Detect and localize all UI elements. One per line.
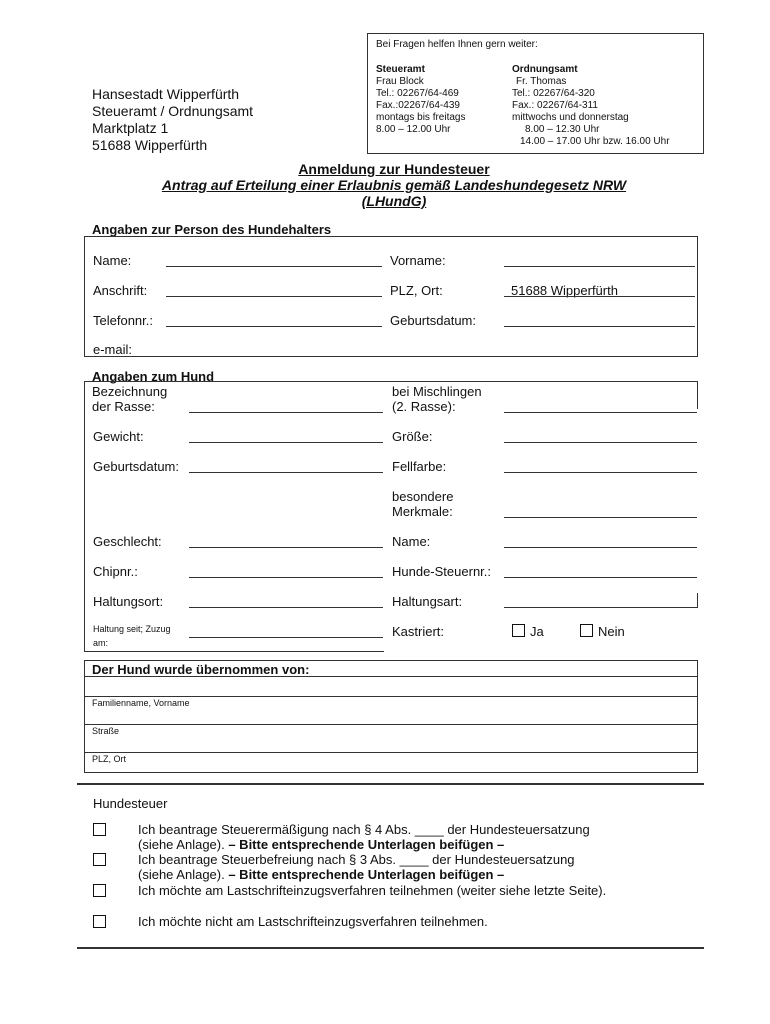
steuer-top-rule <box>77 783 704 785</box>
rasse-label <box>92 384 167 414</box>
uebernommen-row-divider-4 <box>84 752 698 753</box>
hund-section-top <box>84 381 698 382</box>
befreiung-line-1: Ich beantrage Steuerbefreiung nach § 3 Abs. ____ der Hundesteuersatzung <box>138 852 575 867</box>
hund-geburtsdatum-field[interactable] <box>189 472 383 473</box>
hund-section-bottom <box>84 651 384 652</box>
rasse-field[interactable] <box>189 412 383 413</box>
plz-ort-field[interactable] <box>504 296 695 297</box>
befreiung-anlage: (siehe Anlage). <box>138 867 229 882</box>
anschrift-field[interactable] <box>166 296 382 297</box>
mischling-label-2: (2. Rasse): <box>392 399 456 414</box>
vorname-field[interactable] <box>504 266 695 267</box>
steueramt-fax: Fax.:02267/64-439 <box>376 100 460 111</box>
befreiung-line-2 <box>138 867 575 882</box>
ordnungsamt-contact <box>512 76 670 148</box>
mischling-label-1: bei Mischlingen <box>392 384 482 399</box>
mischling-label <box>392 384 482 414</box>
hund-name-field[interactable] <box>504 547 697 548</box>
plz-ort-label: PLZ, Ort: <box>390 283 443 298</box>
hund-section-right-lower <box>697 593 698 608</box>
kastriert-label: Kastriert: <box>392 624 445 639</box>
uebernommen-row-divider-1 <box>84 676 698 677</box>
hund-section-right <box>697 381 698 409</box>
ermaessigung-line-1: Ich beantrage Steuerermäßigung nach § 4 Abs. ____ der Hundesteuersatzung <box>138 822 590 837</box>
address-line-1: Hansestadt Wipperfürth <box>92 86 240 102</box>
steueramt-person: Frau Block <box>376 76 424 87</box>
lastschrift-nein-text: Ich möchte nicht am Lastschrifteinzugsverfahren teilnehmen. <box>138 914 488 929</box>
geschlecht-field[interactable] <box>189 547 383 548</box>
befreiung-checkbox[interactable] <box>93 853 106 866</box>
haltungsart-label: Haltungsart: <box>392 594 463 609</box>
email-label: e-mail: <box>93 342 133 357</box>
person-heading: Angaben zur Person des Hundehalters <box>92 222 332 237</box>
merkmale-label-2: Merkmale: <box>392 504 453 519</box>
lastschrift-ja-checkbox[interactable] <box>93 884 106 897</box>
steueramt-days: montags bis freitags <box>376 112 466 123</box>
merkmale-label <box>392 489 453 519</box>
uebernommen-plz-ort-label[interactable]: PLZ, Ort <box>92 754 127 764</box>
ordnungsamt-hours-1: 8.00 – 12.30 Uhr <box>525 124 600 135</box>
hund-name-label: Name: <box>392 534 431 549</box>
uebernommen-row-divider-2 <box>84 696 698 697</box>
steueramt-title: Steueramt <box>376 64 425 75</box>
fellfarbe-label: Fellfarbe: <box>392 459 447 474</box>
hund-geburtsdatum-label: Geburtsdatum: <box>93 459 179 474</box>
chipnr-field[interactable] <box>189 577 383 578</box>
chipnr-label: Chipnr.: <box>93 564 138 579</box>
haltung-seit-label <box>93 624 171 649</box>
haltungsort-field[interactable] <box>189 607 383 608</box>
form-subtitle-abbrev: (LHundG) <box>361 193 427 209</box>
rasse-label-1: Bezeichnung <box>92 384 168 399</box>
befreiung-text <box>138 852 575 882</box>
groesse-field[interactable] <box>504 442 697 443</box>
plz-ort-value: 51688 Wipperfürth <box>511 283 618 298</box>
hund-heading: Angaben zum Hund <box>92 369 215 384</box>
steuernr-field[interactable] <box>504 577 697 578</box>
steuernr-label: Hunde-Steuernr.: <box>392 564 492 579</box>
address-line-2: Steueramt / Ordnungsamt <box>92 103 254 119</box>
lastschrift-ja-text: Ich möchte am Lastschrifteinzugsverfahren teilnehmen (weiter siehe letzte Seite). <box>138 883 607 898</box>
ermaessigung-text <box>138 822 590 852</box>
strasse-label[interactable]: Straße <box>92 726 120 736</box>
haltungsort-label: Haltungsort: <box>93 594 164 609</box>
ordnungsamt-fax: Fax.: 02267/64-311 <box>512 100 598 111</box>
name-label: Name: <box>93 253 132 268</box>
steueramt-tel: Tel.: 02267/64-469 <box>376 88 459 99</box>
ermaessigung-line-2 <box>138 837 590 852</box>
ordnungsamt-title: Ordnungsamt <box>512 64 578 75</box>
kastriert-ja-label: Ja <box>530 624 544 639</box>
steuer-bottom-rule <box>77 947 704 949</box>
steuer-heading: Hundesteuer <box>93 796 168 811</box>
gewicht-field[interactable] <box>189 442 383 443</box>
groesse-label: Größe: <box>392 429 433 444</box>
uebernommen-heading: Der Hund wurde übernommen von: <box>92 662 310 677</box>
haltung-seit-label-2: am: <box>93 638 109 648</box>
haltungsart-field[interactable] <box>504 607 697 608</box>
form-subtitle: Antrag auf Erteilung einer Erlaubnis gemäß Landeshundegesetz NRW <box>161 177 627 193</box>
address-line-3: Marktplatz 1 <box>92 120 169 136</box>
uebernommen-row-divider-3 <box>84 724 698 725</box>
familienname-label[interactable]: Familienname, Vorname <box>92 698 190 708</box>
geburtsdatum-label: Geburtsdatum: <box>390 313 476 328</box>
fellfarbe-field[interactable] <box>504 472 697 473</box>
telefon-field[interactable] <box>166 326 382 327</box>
vorname-label: Vorname: <box>390 253 446 268</box>
merkmale-field[interactable] <box>504 517 697 518</box>
lastschrift-nein-checkbox[interactable] <box>93 915 106 928</box>
ordnungsamt-tel: Tel.: 02267/64-320 <box>512 88 595 99</box>
steueramt-contact <box>376 76 466 136</box>
gewicht-label: Gewicht: <box>93 429 144 444</box>
steueramt-hours: 8.00 – 12.00 Uhr <box>376 124 451 135</box>
befreiung-hinweis: – Bitte entsprechende Unterlagen beifügen – <box>228 867 505 882</box>
ermaessigung-hinweis: – Bitte entsprechende Unterlagen beifügen – <box>228 837 505 852</box>
haltung-seit-label-1: Haltung seit; Zuzug <box>93 624 171 634</box>
haltung-seit-field[interactable] <box>189 637 383 638</box>
telefon-label: Telefonnr.: <box>93 313 153 328</box>
ordnungsamt-days: mittwochs und donnerstag <box>512 112 629 123</box>
ermaessigung-checkbox[interactable] <box>93 823 106 836</box>
ordnungsamt-person: Fr. Thomas <box>516 76 567 87</box>
kastriert-nein-checkbox[interactable] <box>580 624 593 637</box>
address-line-4: 51688 Wipperfürth <box>92 137 208 153</box>
ermaessigung-anlage: (siehe Anlage). <box>138 837 229 852</box>
kastriert-nein-label: Nein <box>598 624 625 639</box>
name-field[interactable] <box>166 266 382 267</box>
anschrift-label: Anschrift: <box>93 283 148 298</box>
form-title: Anmeldung zur Hundesteuer <box>298 161 490 177</box>
geschlecht-label: Geschlecht: <box>93 534 162 549</box>
ordnungsamt-hours-2: 14.00 – 17.00 Uhr bzw. 16.00 Uhr <box>520 136 670 147</box>
hund-section-left <box>84 381 85 651</box>
rasse-label-2: der Rasse: <box>92 399 155 414</box>
merkmale-label-1: besondere <box>392 489 454 504</box>
recipient-address <box>92 86 253 154</box>
kastriert-ja-checkbox[interactable] <box>512 624 525 637</box>
mischling-field[interactable] <box>504 412 697 413</box>
contact-intro: Bei Fragen helfen Ihnen gern weiter: <box>376 39 538 50</box>
geburtsdatum-field[interactable] <box>504 326 695 327</box>
